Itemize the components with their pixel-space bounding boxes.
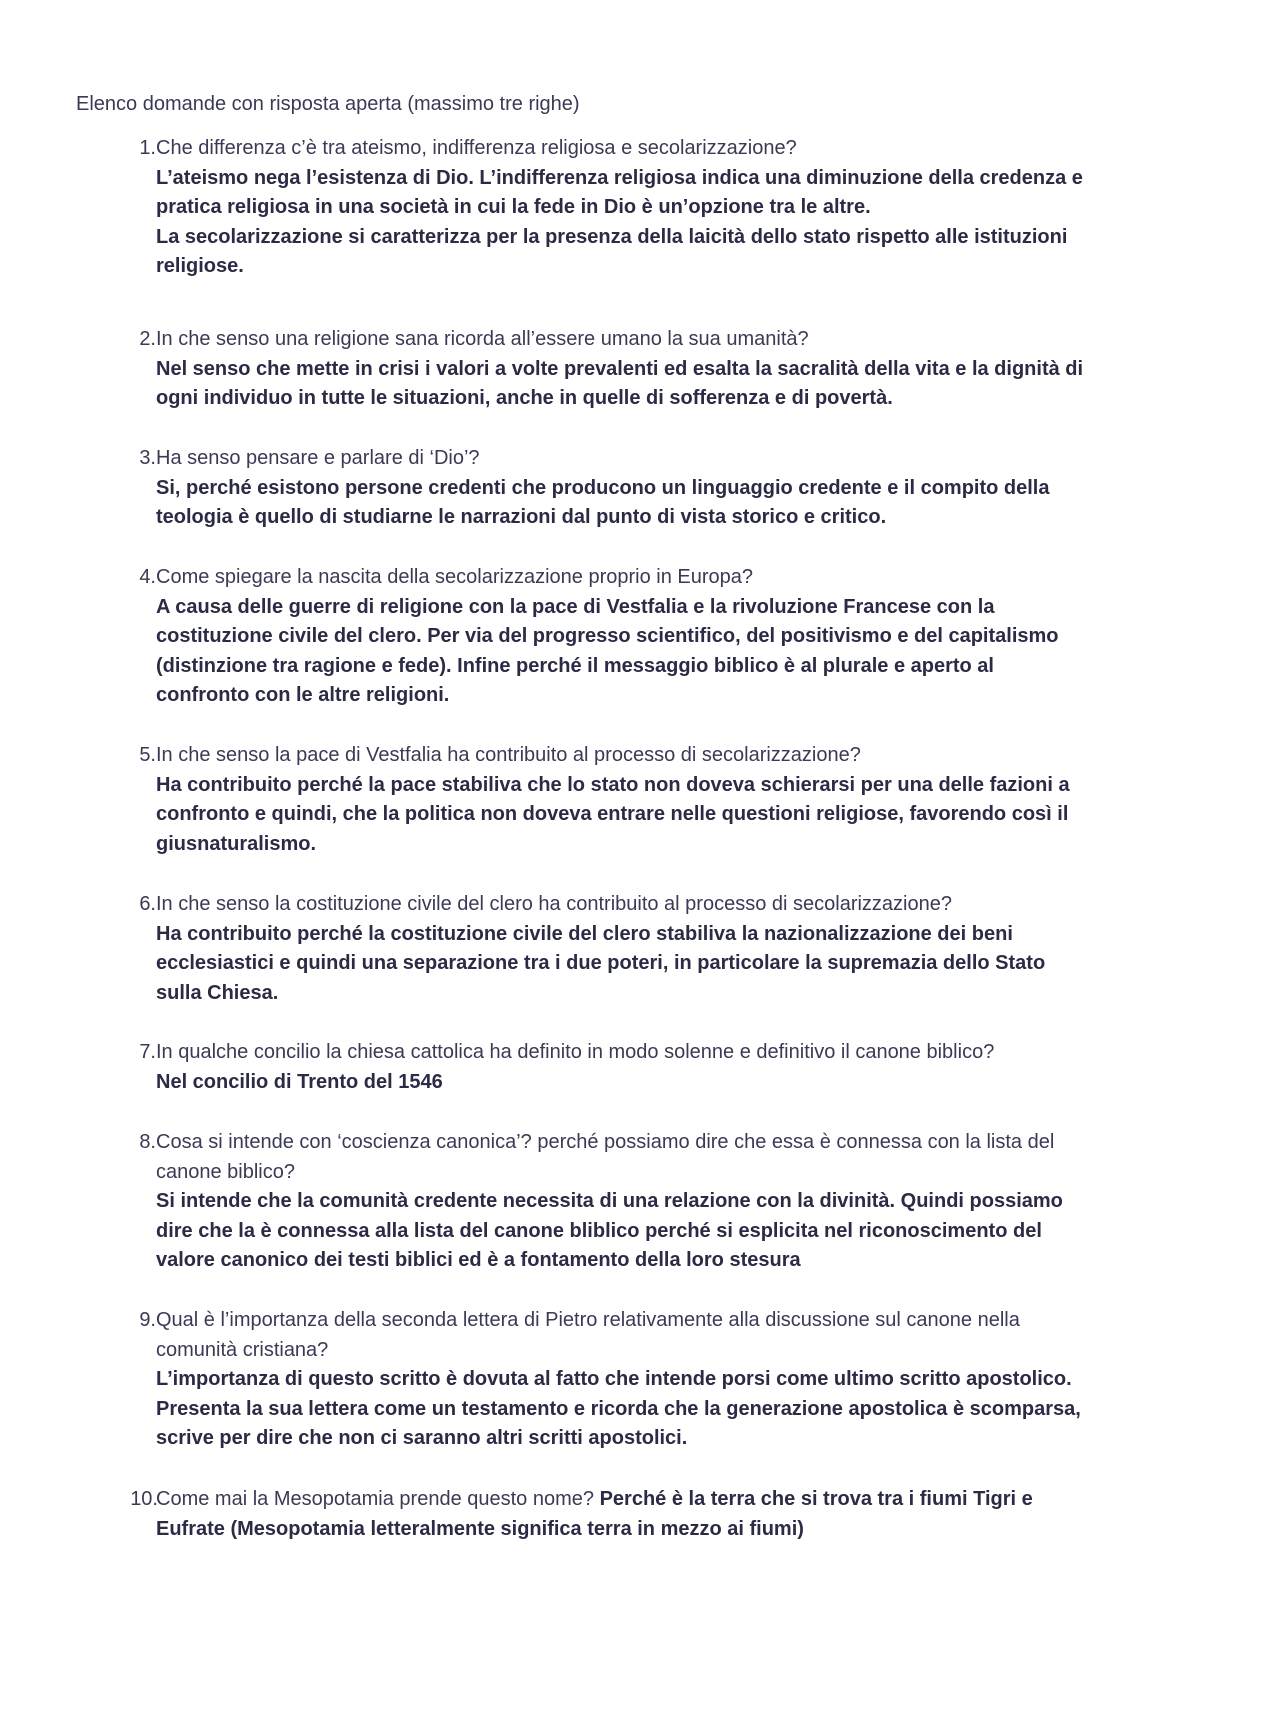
question-text: In qualche concilio la chiesa cattolica ha definito in modo solenne e definitivo il canone biblico? [156, 1041, 995, 1063]
question-number: 6. [139, 893, 156, 915]
answer-text: costituzione civile del clero. Per via del progresso scientifico, del positivismo e del capitalismo [156, 625, 1059, 647]
answer-text: Presenta la sua lettera come un testamento e ricorda che la generazione apostolica è scomparsa, [156, 1397, 1081, 1420]
answer-text: religiose. [156, 255, 244, 277]
answer-text: giusnaturalismo. [156, 832, 317, 855]
answer-text: L’importanza di questo scritto è dovuta al fatto che intende porsi come ultimo scritto apostolico. [156, 1368, 1072, 1390]
answer-text: Perché è la terra che si trova tra i fiumi Tigri e [599, 1488, 1033, 1510]
answer-text: La secolarizzazione si caratterizza per la presenza della laicità dello stato rispetto alle istituzioni [156, 225, 1068, 248]
question-body [156, 1485, 1156, 1544]
answer-text: Eufrate (Mesopotamia letteralmente significa terra in mezzo ai fiumi) [156, 1517, 804, 1540]
answer-text: scrive per dire che non ci saranno altri scritti apostolici. [156, 1427, 688, 1449]
question-text: canone biblico? [156, 1160, 295, 1183]
question-body [156, 563, 1156, 711]
answer-text: ecclesiastici e quindi una separazione tra i due poteri, in particolare la supremazia dello Stato [156, 952, 1046, 974]
answer-text: Nel concilio di Trento del 1546 [156, 1070, 443, 1093]
question-body [156, 1128, 1156, 1276]
question-number: 5. [139, 744, 156, 766]
question-body [156, 1306, 1156, 1454]
answer-text: L’ateismo nega l’esistenza di Dio. L’indifferenza religiosa indica una diminuzione della credenza e [156, 166, 1083, 189]
question-text: In che senso la pace di Vestfalia ha contribuito al processo di secolarizzazione? [156, 744, 861, 766]
question-text: Come mai la Mesopotamia prende questo nome? [156, 1488, 595, 1510]
question-body [156, 741, 1156, 859]
answer-text: dire che la è connessa alla lista del canone bliblico perché si esplicita nel riconoscimento del [156, 1219, 1042, 1242]
question-number: 1. [139, 137, 156, 159]
answer-text: Nel senso che mette in crisi i valori a volte prevalenti ed esalta la sacralità della vita e la dignità di [156, 357, 1084, 380]
answer-text: teologia è quello di studiarne le narrazioni dal punto di vista storico e critico. [156, 506, 887, 528]
question-body [156, 444, 1156, 533]
question-text: Come spiegare la nascita della secolarizzazione proprio in Europa? [156, 566, 754, 588]
question-number: 4. [139, 566, 156, 588]
question-text: Cosa si intende con ‘coscienza canonica’? perché possiamo dire che essa è connessa con la lista del [156, 1131, 1055, 1153]
answer-text: confronto con le altre religioni. [156, 684, 450, 706]
question-number: 2. [139, 328, 156, 350]
question-text: Che differenza c’è tra ateismo, indifferenza religiosa e secolarizzazione? [156, 137, 797, 159]
answer-text: pratica religiosa in una società in cui la fede in Dio è un’opzione tra le altre. [156, 196, 871, 218]
question-text: Qual è l’importanza della seconda lettera di Pietro relativamente alla discussione sul canone nella [156, 1309, 1020, 1331]
question-text: In che senso la costituzione civile del clero ha contribuito al processo di secolarizzazione? [156, 893, 952, 915]
question-number: 3. [139, 447, 156, 469]
question-body [156, 134, 1156, 282]
question-number: 7. [139, 1041, 156, 1063]
answer-text: confronto e quindi, che la politica non doveva entrare nelle questioni religiose, favorendo così il [156, 803, 1069, 825]
document-title: Elenco domande con risposta aperta (massimo tre righe) [76, 93, 580, 115]
answer-text: Ha contribuito perché la pace stabiliva che lo stato non doveva schierarsi per una delle fazioni a [156, 773, 1070, 796]
answer-text: (distinzione tra ragione e fede). Infine perché il messaggio biblico è al plurale e aperto al [156, 654, 994, 677]
answer-text: ogni individuo in tutte le situazioni, anche in quelle di sofferenza e di povertà. [156, 387, 893, 409]
question-text: comunità cristiana? [156, 1338, 329, 1361]
question-number: 9. [139, 1309, 156, 1331]
question-answer-line [156, 1485, 1156, 1515]
question-number: 8. [139, 1131, 156, 1153]
question-number: 10. [130, 1488, 158, 1510]
question-body [156, 325, 1156, 414]
answer-text: Ha contribuito perché la costituzione civile del clero stabiliva la nazionalizzazione dei beni [156, 922, 1013, 945]
question-text: Ha senso pensare e parlare di ‘Dio’? [156, 447, 480, 469]
answer-text: Si intende che la comunità credente necessita di una relazione con la divinità. Quindi possiamo [156, 1190, 1063, 1212]
question-body [156, 1038, 1156, 1097]
question-text: In che senso una religione sana ricorda all’essere umano la sua umanità? [156, 328, 809, 350]
answer-text: valore canonico dei testi biblici ed è a fontamento della loro stesura [156, 1249, 801, 1271]
answer-text: Si, perché esistono persone credenti che producono un linguaggio credente e il compito della [156, 476, 1050, 499]
question-body [156, 890, 1156, 1008]
answer-text: sulla Chiesa. [156, 981, 279, 1004]
answer-text: A causa delle guerre di religione con la pace di Vestfalia e la rivoluzione Francese con la [156, 595, 995, 618]
